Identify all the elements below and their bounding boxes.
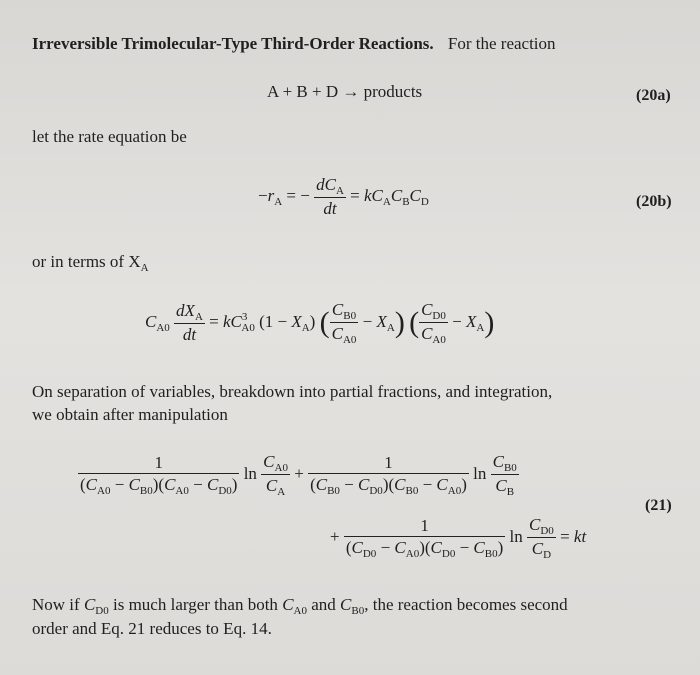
equation-20a: A + B + D → products — [267, 82, 423, 101]
separation-line-2: we obtain after manipulation — [32, 405, 228, 424]
equation-20b-tag: (20b) — [636, 193, 672, 210]
equation-20a-tag: (20a) — [636, 87, 671, 104]
separation-line-1: On separation of variables, breakdown into partial fractions, and integration, — [32, 382, 553, 401]
equation-21-line-1: $\frac{1}{(C_{A0} - C_{B0})(C_{A0} - C_{D0})}$ ln $\frac{C_{A0}}{C_A}$ + $\frac{1}{(C_{B0} - C_{D0})(C_{B0} - C_{A0})}$ ln $\frac{C_{B0}}{C_B}$ — [80, 452, 517, 498]
heading-tail: For the reaction — [447, 34, 556, 53]
rate-intro: let the rate equation be — [32, 127, 187, 146]
final-line-1: Now if $C_{D0}$ is much larger than both $C_{A0}$ and $C_{B0}$, the reaction becomes second — [32, 595, 568, 617]
terms-intro-text: or in terms of X — [32, 252, 141, 271]
terms-intro: or in terms of $X_A$ — [32, 252, 149, 274]
section-heading-line — [32, 34, 556, 54]
equation-20b: $-r_A$ = − $\frac{dC_A}{dt}$ = $kC_AC_BC_D$ — [258, 175, 429, 218]
equation-21-tag: (21) — [645, 497, 672, 514]
final-line-1-tail: the reaction becomes second — [372, 595, 568, 614]
equation-21-line-2: + $\frac{1}{(C_{D0} - C_{A0})(C_{D0} - C_{B0})}$ ln $\frac{C_{D0}}{C_D}$ = kt — [330, 515, 587, 561]
conversion-equation: $C_{A0}$ $\frac{dX_A}{dt}$ = $kC^3_{A0}$ $(1 - X_A)$ ( $\frac{C_{B0}}{C_{A0}}$ − $X_A$) ( $\frac{C_{D0}}{C_{A0}}$ − $X_A$) — [145, 300, 495, 346]
final-line-2: order and Eq. 21 reduces to Eq. 14. — [32, 619, 272, 638]
section-heading: Irreversible Trimolecular-Type Third-Order Reactions. — [32, 34, 434, 53]
